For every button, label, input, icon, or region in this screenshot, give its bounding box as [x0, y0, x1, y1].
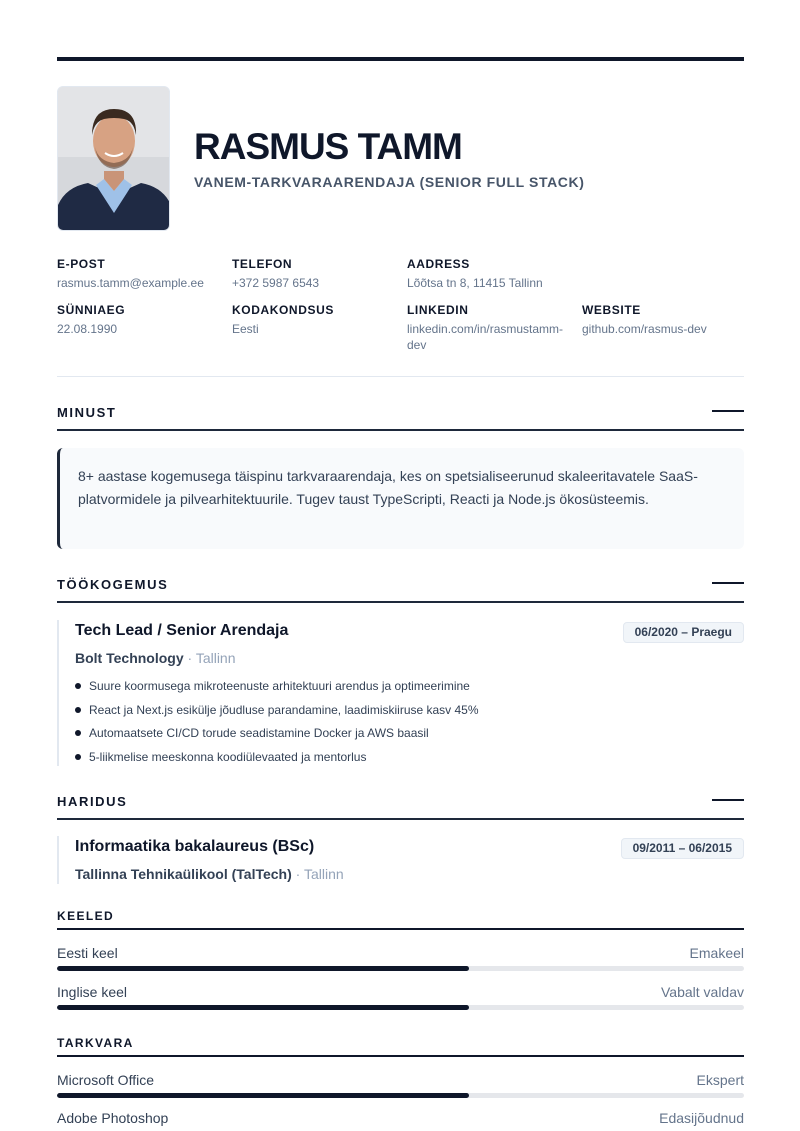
job-company: Bolt Technology [75, 650, 184, 666]
job-entry-bar [57, 620, 59, 766]
job-company-line [75, 650, 236, 666]
contact-value: Eesti [232, 322, 259, 336]
language-item-english [57, 984, 744, 1024]
contact-address [407, 257, 577, 291]
software-item-office [57, 1072, 744, 1112]
section-rule [57, 928, 744, 930]
contact-label: WEBSITE [582, 303, 641, 317]
contact-value: +372 5987 6543 [232, 276, 320, 290]
contact-label: AADRESS [407, 257, 470, 271]
contact-value: github.com/rasmus-dev [582, 322, 707, 336]
list-item: Suure koormusega mikroteenuste arhitektuuri arendus ja optimeerimine [75, 676, 479, 700]
section-rule [57, 429, 744, 431]
contact-value: linkedin.com/in/rasmustamm-dev [407, 322, 564, 352]
contact-value: rasmus.tamm@example.ee [57, 276, 204, 290]
education-degree: Informaatika bakalaureus (BSc) [75, 838, 315, 855]
contact-label: SÜNNIAEG [57, 303, 126, 317]
contact-value: Lõõtsa tn 8, 11415 Tallinn [407, 276, 543, 290]
full-name: RASMUS TAMM [194, 126, 462, 167]
contact-label: TELEFON [232, 257, 293, 271]
section-title-languages: KEELED [57, 909, 115, 923]
contact-website [582, 303, 744, 337]
job-role: VANEM-TARKVARAARENDAJA (SENIOR FULL STACK) [194, 174, 585, 190]
skill-name: Eesti keel [57, 945, 118, 961]
section-dash [712, 799, 744, 801]
contact-label: LINKEDIN [407, 303, 469, 317]
skill-level: Vabalt valdav [660, 984, 744, 1000]
contact-phone [232, 257, 402, 291]
job-location: · Tallinn [187, 650, 236, 666]
skill-fill [57, 1093, 469, 1098]
skill-name: Inglise keel [57, 984, 128, 1000]
skill-track [57, 1093, 744, 1098]
section-title-experience: TÖÖKOGEMUS [57, 577, 169, 592]
about-text: 8+ aastase kogemusega täispinu tarkvaraarendaja, kes on spetsialiseerunud skaleeritavatele SaaS-platvormidele ja pilvearhitektuurile. Tugev taust TypeScripti, Reacti ja Node.js ökosüsteemis. [57, 448, 744, 549]
contact-email [57, 257, 227, 291]
skill-fill [57, 1005, 469, 1010]
section-dash [712, 582, 744, 584]
profile-photo [57, 86, 170, 231]
skill-track [57, 966, 744, 971]
section-title-education: HARIDUS [57, 794, 128, 809]
contact-birthdate [57, 303, 227, 337]
contact-citizenship [232, 303, 402, 337]
list-item: 5-liikmelise meeskonna koodiülevaated ja mentorlus [75, 747, 479, 771]
job-title: Tech Lead / Senior Arendaja [75, 622, 289, 639]
skill-name: Microsoft Office [57, 1072, 154, 1088]
job-dates: 06/2020 – Praegu [623, 622, 744, 643]
section-rule [57, 1055, 744, 1057]
skill-track [57, 1005, 744, 1010]
skill-level: Ekspert [696, 1072, 744, 1088]
education-school-line [75, 866, 344, 882]
language-item-estonian [57, 945, 744, 985]
section-title-about: MINUST [57, 405, 117, 420]
skill-level: Edasijõudnud [659, 1110, 744, 1126]
section-dash [712, 410, 744, 412]
contact-value: 22.08.1990 [57, 322, 118, 336]
top-rule [57, 57, 744, 61]
job-bullets [75, 676, 479, 770]
contact-label: E-POST [57, 257, 106, 271]
contact-linkedin [407, 303, 569, 353]
section-title-software: TARKVARA [57, 1036, 134, 1050]
section-rule [57, 601, 744, 603]
contact-divider [57, 376, 744, 377]
education-location: · Tallinn [295, 866, 344, 882]
skill-name: Adobe Photoshop [57, 1110, 169, 1126]
education-dates: 09/2011 – 06/2015 [621, 838, 744, 859]
education-entry-bar [57, 836, 59, 884]
list-item: Automaatsete CI/CD torude seadistamine Docker ja AWS baasil [75, 723, 479, 747]
list-item: React ja Next.js esikülje jõudluse parandamine, laadimiskiiruse kasv 45% [75, 700, 479, 724]
software-item-photoshop [57, 1110, 744, 1131]
contact-label: KODAKONDSUS [232, 303, 334, 317]
skill-level: Emakeel [689, 945, 744, 961]
skill-fill [57, 966, 469, 971]
section-rule [57, 818, 744, 820]
avatar-illustration [58, 87, 170, 231]
education-school: Tallinna Tehnikaülikool (TalTech) [75, 866, 292, 882]
